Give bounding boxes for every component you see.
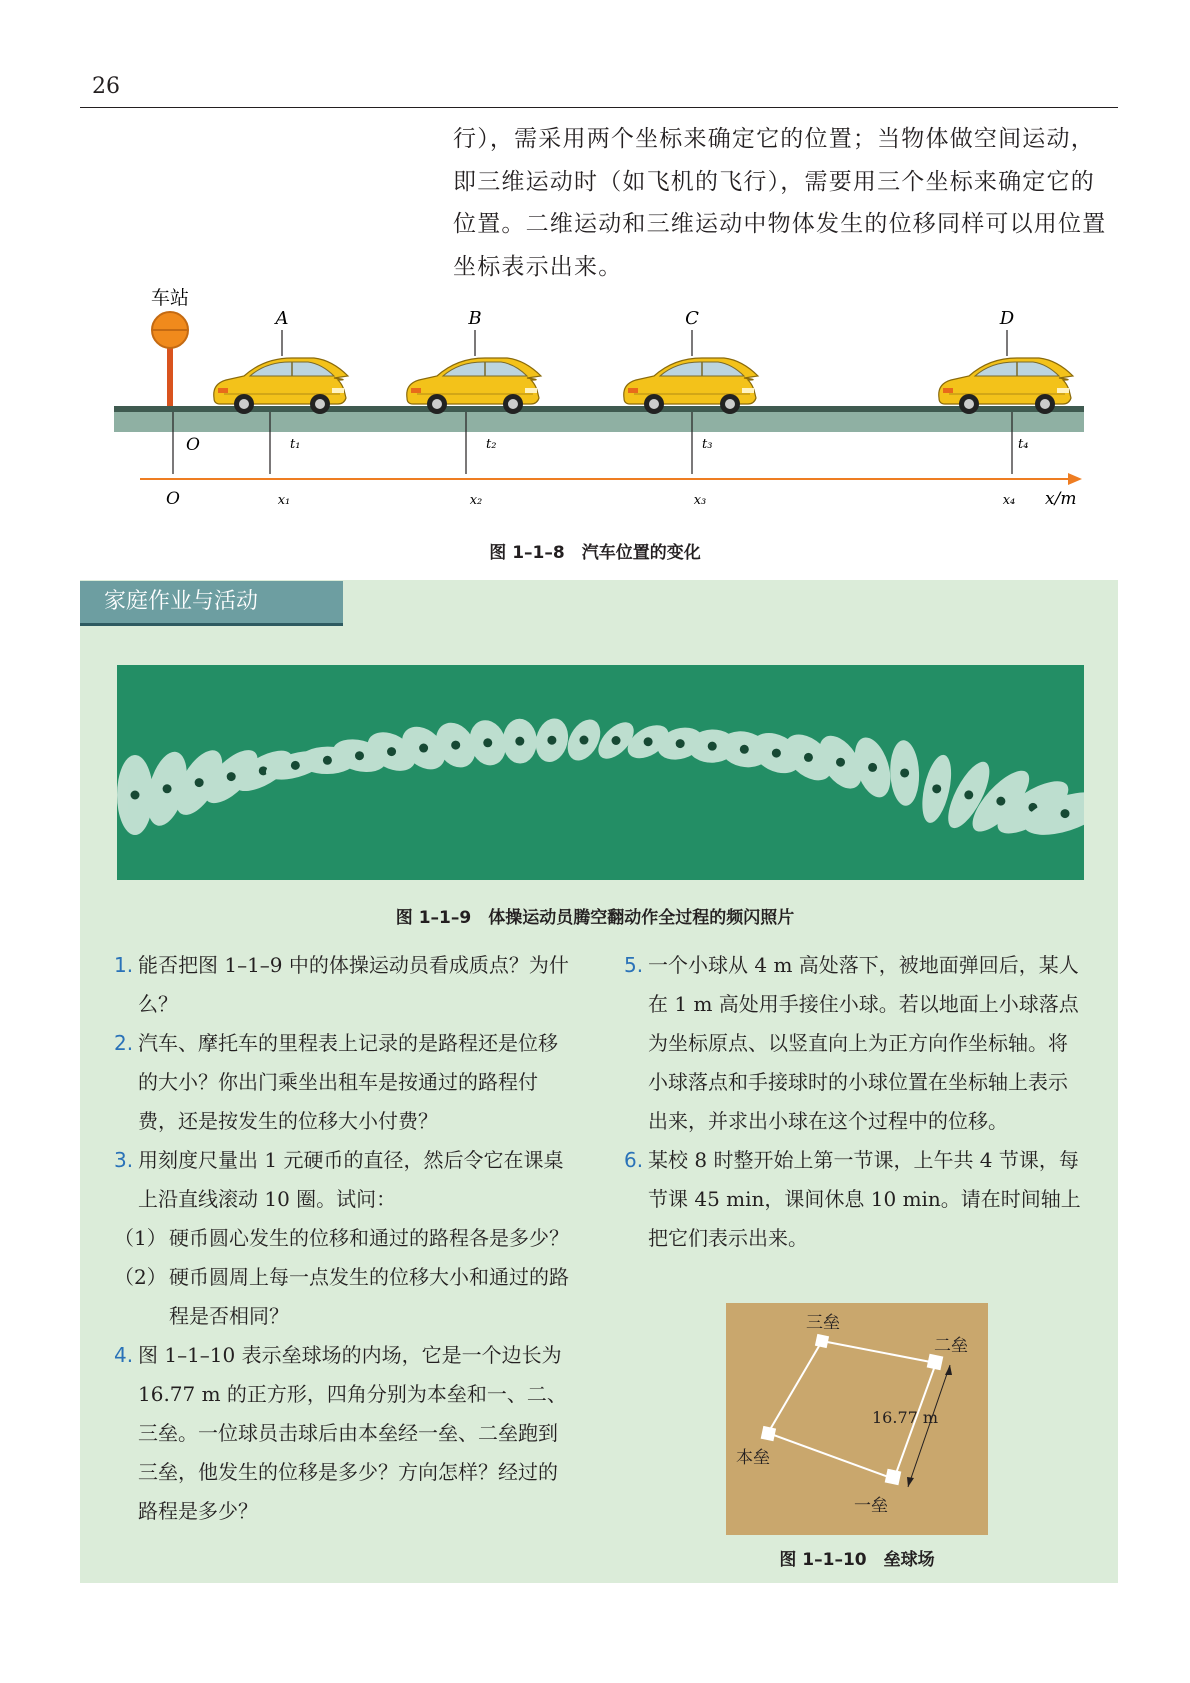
car-c bbox=[624, 308, 758, 474]
question-number: 3. bbox=[114, 1148, 134, 1172]
home-plate-label: 本垒 bbox=[736, 1448, 770, 1468]
car-icon bbox=[624, 358, 758, 414]
sub-question-text: 硬币圆周上每一点发生的位移大小和通过的路程是否相同？ bbox=[169, 1265, 569, 1328]
center-of-mass-dot bbox=[323, 756, 332, 765]
question-number: 4. bbox=[114, 1343, 134, 1367]
side-length-label: 16.77 m bbox=[872, 1408, 939, 1427]
car-icon bbox=[214, 358, 348, 414]
first-base-label: 一垒 bbox=[854, 1496, 888, 1516]
sub-question-number: （1） bbox=[114, 1226, 167, 1250]
second-base-label: 二垒 bbox=[934, 1336, 968, 1356]
figure-caption: 图 1–1–10 垒球场 bbox=[779, 1550, 935, 1570]
center-of-mass-dot bbox=[932, 784, 941, 793]
question-text: 某校 8 时整开始上第一节课，上午共 4 节课，每节课 45 min，课间休息 10 min。请在时间轴上把它们表示出来。 bbox=[648, 1148, 1081, 1250]
axis-label-x4: x₄ bbox=[1002, 493, 1016, 508]
center-of-mass-dot bbox=[387, 747, 396, 756]
section-title: 家庭作业与活动 bbox=[80, 581, 343, 623]
header-rule bbox=[80, 107, 1118, 108]
question-number: 5. bbox=[624, 953, 644, 977]
road-shadow bbox=[114, 412, 1084, 432]
axis-arrow-icon bbox=[1068, 473, 1082, 485]
center-of-mass-dot bbox=[868, 763, 877, 772]
figure-caption: 图 1–1–9 体操运动员腾空翻动作全过程的频闪照片 bbox=[395, 908, 795, 928]
station-label: 车站 bbox=[150, 288, 190, 309]
question-number: 2. bbox=[114, 1031, 134, 1055]
question-text: 用刻度尺量出 1 元硬币的直径，然后令它在课桌上沿直线滚动 10 圈。试问： bbox=[138, 1148, 564, 1211]
question-text: 一个小球从 4 m 高处落下，被地面弹回后，某人在 1 m 高处用手接住小球。若以地面上小球落点为坐标原点、以竖直向上为正方向作坐标轴。将小球落点和手接球时的小球位置在坐标轴上表示出来，并求出小球在这个过程中的位移。 bbox=[648, 953, 1079, 1133]
center-of-mass-dot bbox=[227, 772, 236, 781]
figure-caption: 图 1–1–8 汽车位置的变化 bbox=[489, 543, 701, 563]
origin-label: O bbox=[186, 435, 200, 455]
softball-infield-figure bbox=[726, 1303, 988, 1535]
center-of-mass-dot bbox=[900, 768, 909, 777]
question-5 bbox=[624, 946, 1086, 1141]
first-base bbox=[885, 1469, 902, 1486]
road-surface bbox=[114, 406, 1084, 412]
question-text: 能否把图 1–1–9 中的体操运动员看成质点？为什么？ bbox=[138, 953, 569, 1016]
center-of-mass-dot bbox=[483, 738, 492, 747]
time-label-t3: t₃ bbox=[702, 437, 713, 452]
center-of-mass-dot bbox=[579, 736, 588, 745]
sub-question-3-2 bbox=[114, 1258, 576, 1336]
questions-right-column bbox=[624, 946, 1086, 1258]
center-of-mass-dot bbox=[419, 744, 428, 753]
axis-origin-label: O bbox=[166, 489, 180, 509]
car-d bbox=[939, 308, 1073, 474]
center-of-mass-dot bbox=[772, 749, 781, 758]
center-of-mass-dot bbox=[708, 742, 717, 751]
center-of-mass-dot bbox=[195, 778, 204, 787]
sub-question-text: 硬币圆心发生的位移和通过的路程各是多少？ bbox=[169, 1226, 569, 1250]
time-label-t1: t₁ bbox=[290, 437, 301, 452]
center-of-mass-dot bbox=[644, 737, 653, 746]
car-label-d: D bbox=[999, 308, 1015, 329]
axis-label-x3: x₃ bbox=[693, 493, 707, 508]
intro-paragraph bbox=[453, 118, 1125, 288]
intro-line: 坐标表示出来。 bbox=[453, 253, 623, 280]
time-label-t2: t₂ bbox=[486, 437, 497, 452]
center-of-mass-dot bbox=[836, 758, 845, 767]
car-label-b: B bbox=[468, 308, 482, 329]
car-b bbox=[407, 308, 541, 474]
center-of-mass-dot bbox=[1061, 809, 1070, 818]
car-label-c: C bbox=[685, 308, 699, 329]
home-plate bbox=[761, 1426, 776, 1441]
center-of-mass-dot bbox=[547, 736, 556, 745]
question-4 bbox=[114, 1336, 576, 1531]
sub-question-3-1 bbox=[114, 1219, 576, 1258]
question-text: 汽车、摩托车的里程表上记录的是路程还是位移的大小？你出门乘坐出租车是按通过的路程付费，还是按发生的位移大小付费？ bbox=[138, 1031, 558, 1133]
intro-line: 行），需采用两个坐标来确定它的位置；当物体做空间运动， bbox=[453, 126, 1095, 152]
axis-unit-label: x/m bbox=[1045, 489, 1077, 509]
axis-label-x1: x₁ bbox=[277, 493, 291, 508]
center-of-mass-dot bbox=[163, 784, 172, 793]
car-position-figure bbox=[110, 288, 1090, 516]
question-3 bbox=[114, 1141, 576, 1219]
center-of-mass-dot bbox=[996, 797, 1005, 806]
questions-left-column bbox=[114, 946, 576, 1531]
center-of-mass-dot bbox=[355, 751, 364, 760]
third-base bbox=[815, 1334, 829, 1348]
time-label-t4: t₄ bbox=[1018, 437, 1029, 452]
gymnast-strobe-photo bbox=[117, 665, 1084, 880]
intro-line: 位置。二维运动和三维运动中物体发生的位移同样可以用位置 bbox=[453, 211, 1107, 237]
second-base bbox=[927, 1354, 944, 1371]
question-number: 6. bbox=[624, 1148, 644, 1172]
question-text: 图 1–1–10 表示垒球场的内场，它是一个边长为 16.77 m 的正方形，四角分别为本垒和一、二、三垒。一位球员击球后由本垒经一垒、二垒跑到三垒，他发生的位移是多少？方向怎样？经过的路程是多少？ bbox=[138, 1343, 567, 1523]
third-base-label: 三垒 bbox=[806, 1313, 840, 1333]
center-of-mass-dot bbox=[451, 741, 460, 750]
sub-question-number: （2） bbox=[114, 1265, 167, 1289]
center-of-mass-dot bbox=[291, 761, 300, 770]
car-icon bbox=[939, 358, 1073, 414]
center-of-mass-dot bbox=[740, 745, 749, 754]
car-label-a: A bbox=[275, 308, 289, 329]
car-a bbox=[214, 308, 348, 474]
axis-label-x2: x₂ bbox=[469, 493, 483, 508]
section-title-underline bbox=[80, 623, 343, 626]
center-of-mass-dot bbox=[612, 736, 621, 745]
center-of-mass-dot bbox=[131, 791, 140, 800]
center-of-mass-dot bbox=[676, 739, 685, 748]
question-6 bbox=[624, 1141, 1086, 1258]
page-number: 26 bbox=[92, 74, 120, 99]
center-of-mass-dot bbox=[515, 737, 524, 746]
intro-line: 即三维运动时（如飞机的飞行），需要用三个坐标来确定它的 bbox=[453, 168, 1095, 195]
question-1 bbox=[114, 946, 576, 1024]
question-number: 1. bbox=[114, 953, 134, 977]
center-of-mass-dot bbox=[804, 753, 813, 762]
question-2 bbox=[114, 1024, 576, 1141]
center-of-mass-dot bbox=[964, 790, 973, 799]
car-icon bbox=[407, 358, 541, 414]
